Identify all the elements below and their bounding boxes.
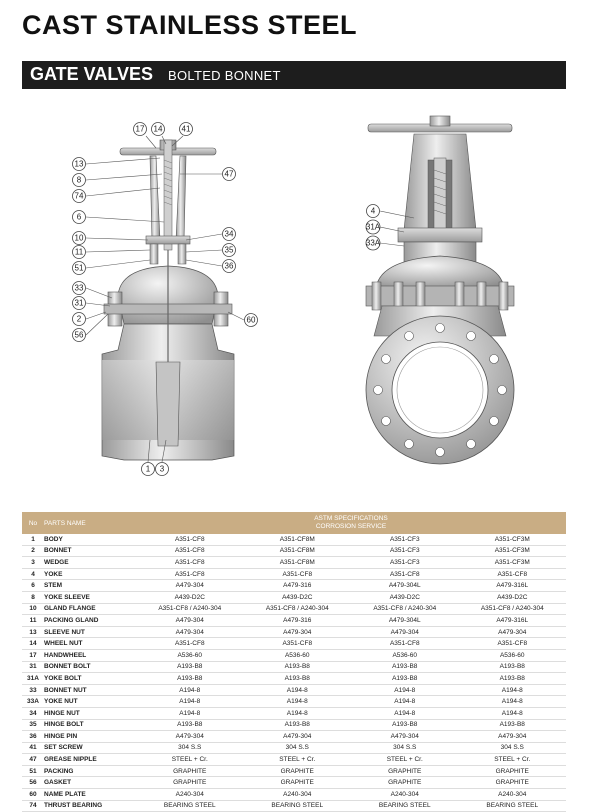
material-cell: A193-B8: [351, 673, 459, 685]
callout-11: [73, 246, 86, 259]
material-cell: A194-8: [459, 707, 567, 719]
material-cell: A439-D2C: [459, 591, 567, 603]
part-number-cell: 56: [22, 777, 44, 789]
material-cell: A351-CF8M: [244, 545, 352, 557]
callout-17: [134, 123, 147, 136]
material-cell: A351-CF8 / A240-304: [351, 603, 459, 615]
material-cell: A194-8: [351, 696, 459, 708]
part-name-cell: HINGE PIN: [44, 731, 136, 743]
callout-33: [73, 282, 86, 295]
table-row: [22, 591, 566, 603]
material-cell: GRAPHITE: [459, 777, 567, 789]
part-name-cell: BONNET BOLT: [44, 661, 136, 673]
spec-header-line1: ASTM SPECIFICATIONS: [314, 515, 388, 522]
part-name-cell: YOKE NUT: [44, 696, 136, 708]
part-name-cell: BONNET NUT: [44, 684, 136, 696]
material-cell: A194-8: [136, 707, 244, 719]
material-cell: A351-CF8: [136, 568, 244, 580]
material-cell: GRAPHITE: [244, 777, 352, 789]
spec-header: [136, 512, 566, 534]
part-number-cell: 3: [22, 557, 44, 569]
callout-33a: [366, 236, 381, 250]
part-name-cell: PACKING GLAND: [44, 615, 136, 627]
part-number-cell: 13: [22, 626, 44, 638]
table-row: [22, 765, 566, 777]
part-name-cell: GREASE NIPPLE: [44, 754, 136, 766]
callout-13: [73, 158, 86, 171]
part-number-cell: 4: [22, 568, 44, 580]
part-number-cell: 31: [22, 661, 44, 673]
material-cell: A351-CF8M: [244, 534, 352, 545]
material-cell: A479-304: [351, 731, 459, 743]
material-cell: A351-CF8: [136, 638, 244, 650]
part-number-cell: 2: [22, 545, 44, 557]
callout-31: [73, 297, 86, 310]
part-name-cell: NAME PLATE: [44, 789, 136, 801]
material-cell: A194-8: [136, 696, 244, 708]
svg-text:56: 56: [74, 330, 84, 340]
part-name-cell: PACKING: [44, 765, 136, 777]
callout-34: [223, 228, 236, 241]
svg-text:4: 4: [370, 206, 376, 216]
svg-text:36: 36: [224, 261, 234, 271]
material-cell: A240-304: [459, 789, 567, 801]
svg-text:3: 3: [159, 464, 165, 474]
callout-2: [73, 313, 86, 326]
part-number-cell: 74: [22, 800, 44, 812]
material-cell: A479-304L: [351, 580, 459, 592]
table-row: [22, 603, 566, 615]
table-row: [22, 777, 566, 789]
section-title: GATE VALVES: [30, 64, 154, 84]
material-cell: A240-304: [244, 789, 352, 801]
part-number-cell: 33: [22, 684, 44, 696]
material-cell: A479-316: [244, 580, 352, 592]
material-cell: A439-D2C: [351, 591, 459, 603]
material-cell: A479-304L: [351, 615, 459, 627]
material-cell: A351-CF3: [351, 534, 459, 545]
part-name-cell: WEDGE: [44, 557, 136, 569]
callout-41: [180, 123, 193, 136]
material-cell: A351-CF8: [244, 638, 352, 650]
material-cell: A351-CF8 / A240-304: [244, 603, 352, 615]
callout-3: [156, 463, 169, 476]
part-number-cell: 1: [22, 534, 44, 545]
part-number-cell: 17: [22, 649, 44, 661]
part-name-cell: WHEEL NUT: [44, 638, 136, 650]
table-row: [22, 684, 566, 696]
part-name-cell: BONNET: [44, 545, 136, 557]
material-cell: A479-304: [351, 626, 459, 638]
table-row: [22, 707, 566, 719]
callout-10: [73, 232, 86, 245]
material-cell: STEEL + Cr.: [459, 754, 567, 766]
part-name-cell: BODY: [44, 534, 136, 545]
material-cell: A351-CF8: [459, 638, 567, 650]
material-cell: A193-B8: [459, 673, 567, 685]
material-cell: A351-CF8 / A240-304: [459, 603, 567, 615]
part-name-cell: GLAND FLANGE: [44, 603, 136, 615]
table-body: [22, 534, 566, 812]
callout-14: [152, 123, 165, 136]
col-no-header: No: [22, 512, 44, 534]
material-cell: GRAPHITE: [136, 765, 244, 777]
material-cell: A479-304: [136, 731, 244, 743]
material-cell: A193-B8: [136, 673, 244, 685]
material-cell: A439-D2C: [136, 591, 244, 603]
material-cell: A351-CF8: [136, 534, 244, 545]
material-cell: 304 S.S: [459, 742, 567, 754]
material-cell: BEARING STEEL: [351, 800, 459, 812]
table-row: [22, 673, 566, 685]
svg-text:33A: 33A: [365, 238, 381, 248]
part-number-cell: 34: [22, 707, 44, 719]
material-cell: STEEL + Cr.: [244, 754, 352, 766]
material-cell: A351-CF8: [351, 568, 459, 580]
part-name-cell: THRUST BEARING: [44, 800, 136, 812]
svg-text:33: 33: [74, 283, 84, 293]
table-row: [22, 557, 566, 569]
part-number-cell: 51: [22, 765, 44, 777]
material-cell: GRAPHITE: [351, 765, 459, 777]
part-number-cell: 60: [22, 789, 44, 801]
svg-text:31A: 31A: [365, 222, 381, 232]
svg-text:47: 47: [224, 169, 234, 179]
part-number-cell: 36: [22, 731, 44, 743]
table-row: [22, 731, 566, 743]
material-cell: A194-8: [459, 696, 567, 708]
table-row: [22, 696, 566, 708]
material-cell: A351-CF8: [244, 568, 352, 580]
material-cell: 304 S.S: [244, 742, 352, 754]
svg-text:13: 13: [74, 159, 84, 169]
part-name-cell: YOKE: [44, 568, 136, 580]
table-row: [22, 754, 566, 766]
material-cell: A351-CF3M: [459, 534, 567, 545]
part-number-cell: 41: [22, 742, 44, 754]
material-cell: A479-304: [244, 731, 352, 743]
material-cell: GRAPHITE: [351, 777, 459, 789]
svg-text:8: 8: [76, 175, 82, 185]
valve-drawings: [0, 100, 616, 500]
callout-51: [73, 262, 86, 275]
material-cell: GRAPHITE: [136, 777, 244, 789]
material-cell: A194-8: [244, 684, 352, 696]
table-row: [22, 742, 566, 754]
material-cell: A193-B8: [136, 661, 244, 673]
callout-1: [142, 463, 155, 476]
material-cell: A351-CF8 / A240-304: [136, 603, 244, 615]
table-row: [22, 661, 566, 673]
part-name-cell: HINGE BOLT: [44, 719, 136, 731]
material-cell: A193-B8: [351, 719, 459, 731]
material-cell: A194-8: [351, 684, 459, 696]
material-cell: A479-304: [459, 731, 567, 743]
table-row: [22, 545, 566, 557]
svg-text:6: 6: [76, 212, 82, 222]
exterior-view-drawing: [366, 116, 514, 464]
svg-text:10: 10: [74, 233, 84, 243]
svg-text:14: 14: [153, 124, 163, 134]
material-cell: A351-CF8: [136, 557, 244, 569]
material-cell: A240-304: [351, 789, 459, 801]
material-cell: A351-CF8: [459, 568, 567, 580]
material-cell: A351-CF3M: [459, 557, 567, 569]
table-row: [22, 719, 566, 731]
section-bar: [22, 61, 566, 89]
material-cell: BEARING STEEL: [136, 800, 244, 812]
material-cell: A351-CF3M: [459, 545, 567, 557]
part-number-cell: 11: [22, 615, 44, 627]
material-cell: A193-B8: [136, 719, 244, 731]
part-number-cell: 47: [22, 754, 44, 766]
part-name-cell: HANDWHEEL: [44, 649, 136, 661]
table-row: [22, 534, 566, 545]
svg-text:41: 41: [181, 124, 191, 134]
material-cell: A194-8: [459, 684, 567, 696]
table-row: [22, 800, 566, 812]
section-subtitle: BOLTED BONNET: [168, 68, 281, 83]
material-cell: A194-8: [351, 707, 459, 719]
part-name-cell: SLEEVE NUT: [44, 626, 136, 638]
material-cell: GRAPHITE: [459, 765, 567, 777]
svg-text:51: 51: [74, 263, 84, 273]
part-number-cell: 6: [22, 580, 44, 592]
svg-text:31: 31: [74, 298, 84, 308]
material-cell: A193-B8: [244, 719, 352, 731]
part-name-cell: STEM: [44, 580, 136, 592]
material-cell: A479-304: [136, 580, 244, 592]
table-row: [22, 626, 566, 638]
material-cell: A351-CF8M: [244, 557, 352, 569]
material-cell: A193-B8: [459, 719, 567, 731]
material-cell: A351-CF8: [136, 545, 244, 557]
material-cell: A536-60: [351, 649, 459, 661]
col-part-header: PARTS NAME: [44, 512, 136, 534]
table-row: [22, 615, 566, 627]
material-cell: A439-D2C: [244, 591, 352, 603]
material-cell: A536-60: [459, 649, 567, 661]
material-cell: A351-CF3: [351, 557, 459, 569]
material-cell: A479-304: [136, 626, 244, 638]
material-cell: 304 S.S: [136, 742, 244, 754]
material-cell: A479-304: [136, 615, 244, 627]
material-cell: A240-304: [136, 789, 244, 801]
material-cell: BEARING STEEL: [244, 800, 352, 812]
material-cell: A479-304: [459, 626, 567, 638]
material-cell: A194-8: [136, 684, 244, 696]
material-cell: A479-304: [244, 626, 352, 638]
part-name-cell: YOKE SLEEVE: [44, 591, 136, 603]
part-number-cell: 31A: [22, 673, 44, 685]
material-cell: STEEL + Cr.: [351, 754, 459, 766]
material-cell: STEEL + Cr.: [136, 754, 244, 766]
page-title: CAST STAINLESS STEEL: [22, 10, 358, 40]
callout-36: [223, 260, 236, 273]
part-number-cell: 14: [22, 638, 44, 650]
part-name-cell: HINGE NUT: [44, 707, 136, 719]
svg-text:1: 1: [145, 464, 151, 474]
callout-6: [73, 211, 86, 224]
svg-text:60: 60: [246, 315, 256, 325]
part-name-cell: GASKET: [44, 777, 136, 789]
table-row: [22, 580, 566, 592]
svg-text:74: 74: [74, 191, 84, 201]
part-name-cell: SET SCREW: [44, 742, 136, 754]
material-cell: A479-316L: [459, 615, 567, 627]
callout-47: [223, 168, 236, 181]
section-view-drawing: [73, 123, 258, 476]
svg-text:11: 11: [74, 247, 84, 257]
material-cell: A479-316L: [459, 580, 567, 592]
material-cell: 304 S.S: [351, 742, 459, 754]
svg-text:17: 17: [135, 124, 145, 134]
callout-31a: [366, 220, 381, 234]
svg-text:34: 34: [224, 229, 234, 239]
material-cell: A193-B8: [459, 661, 567, 673]
part-number-cell: 35: [22, 719, 44, 731]
table-row: [22, 638, 566, 650]
table-header-row: [22, 512, 566, 534]
callout-74: [73, 190, 86, 203]
material-cell: A536-60: [136, 649, 244, 661]
material-cell: A351-CF8: [351, 638, 459, 650]
material-cell: A193-B8: [244, 673, 352, 685]
part-number-cell: 33A: [22, 696, 44, 708]
callout-8: [73, 174, 86, 187]
spec-header-line2: CORROSION SERVICE: [315, 523, 387, 530]
table-row: [22, 568, 566, 580]
callout-35: [223, 244, 236, 257]
callout-4: [367, 205, 380, 218]
part-number-cell: 10: [22, 603, 44, 615]
material-cell: GRAPHITE: [244, 765, 352, 777]
material-cell: A194-8: [244, 707, 352, 719]
material-cell: A351-CF3: [351, 545, 459, 557]
part-name-cell: YOKE BOLT: [44, 673, 136, 685]
table-row: [22, 789, 566, 801]
table-row: [22, 649, 566, 661]
material-cell: A193-B8: [351, 661, 459, 673]
svg-text:2: 2: [76, 314, 82, 324]
callout-60: [245, 314, 258, 327]
material-cell: A479-316: [244, 615, 352, 627]
part-number-cell: 8: [22, 591, 44, 603]
material-cell: A536-60: [244, 649, 352, 661]
material-cell: A194-8: [244, 696, 352, 708]
svg-text:35: 35: [224, 245, 234, 255]
material-cell: BEARING STEEL: [459, 800, 567, 812]
materials-spec-table: [22, 512, 566, 812]
callout-56: [73, 329, 86, 342]
material-cell: A193-B8: [244, 661, 352, 673]
